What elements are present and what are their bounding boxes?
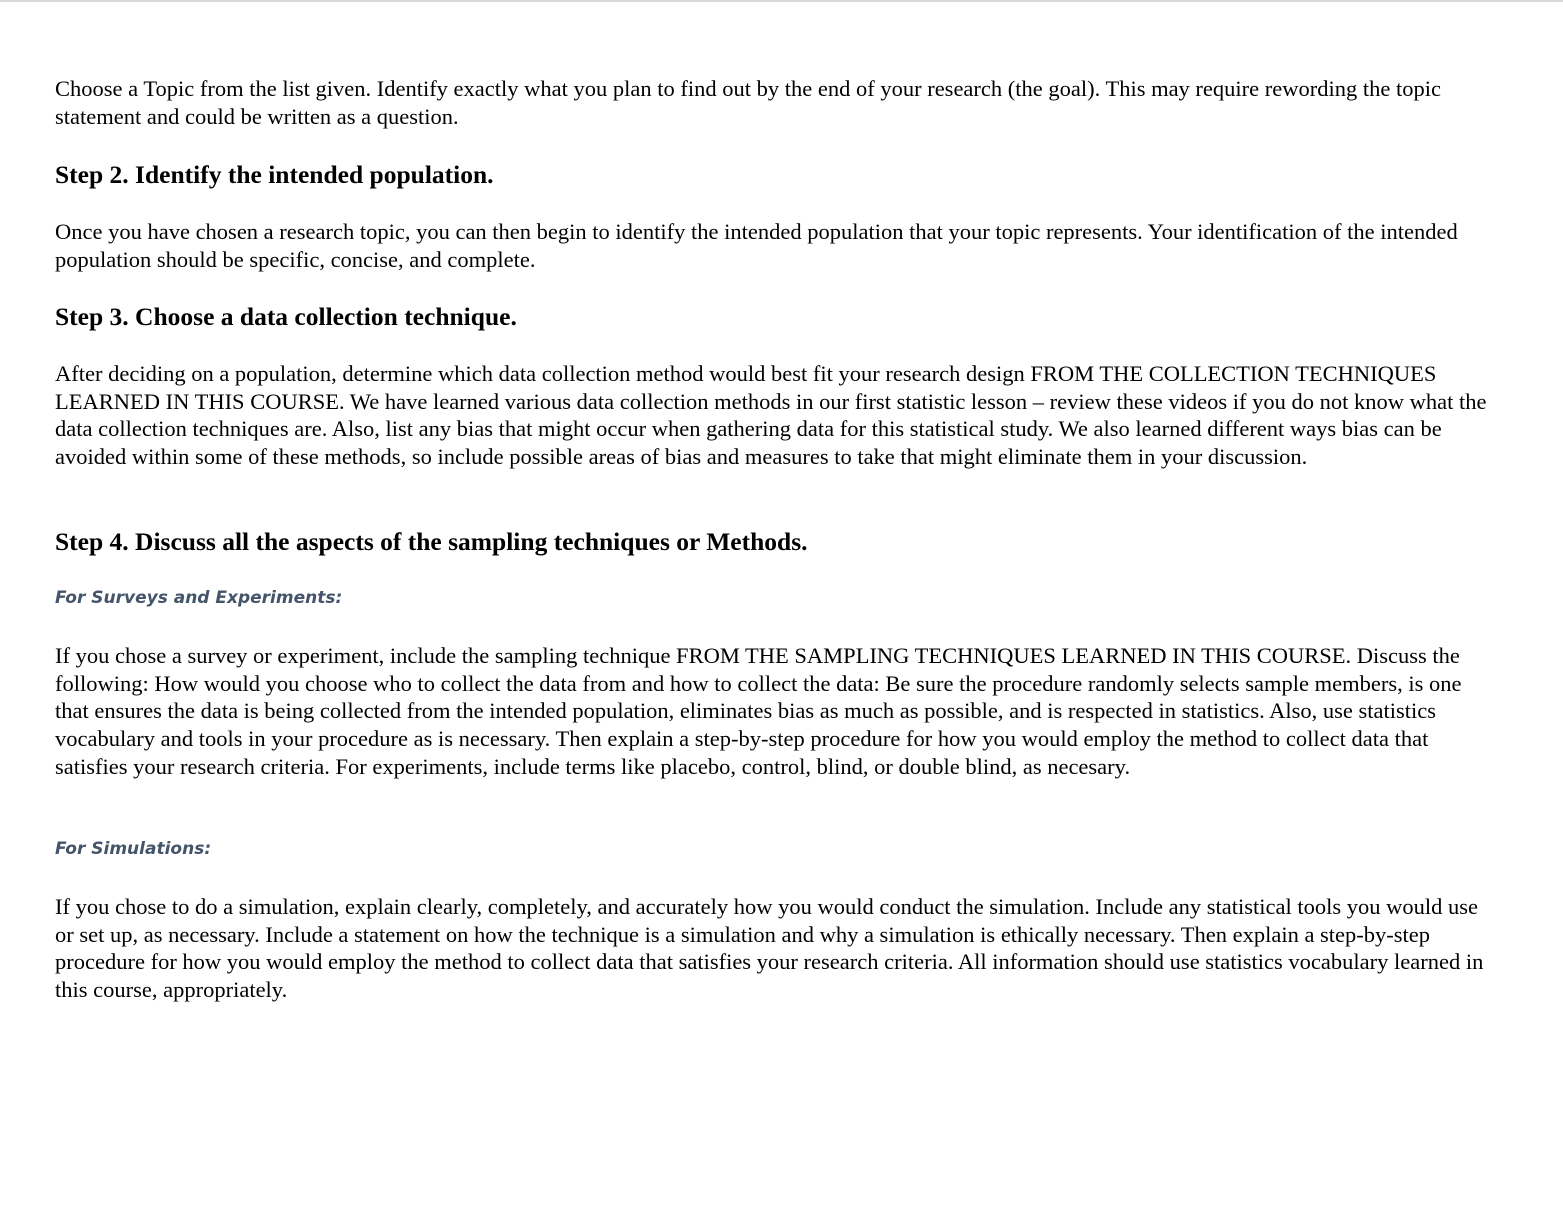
step-2-paragraph: Once you have chosen a research topic, you can then begin to identify the intended population that your topic represents. Your identification of the intended population should be specific, concise, and complete. bbox=[55, 219, 1458, 272]
step-3-heading: Step 3. Choose a data collection technique. bbox=[55, 302, 517, 331]
top-divider bbox=[0, 0, 1563, 2]
intro-paragraph: Choose a Topic from the list given. Identify exactly what you plan to find out by the end of your research (the goal). This may require rewording the topic statement and could be written as a question. bbox=[55, 76, 1441, 129]
step-3-paragraph: After deciding on a population, determine which data collection method would best fit your research design FROM THE COLLECTION TECHNIQUES LEARNED IN THIS COURSE. We have learned various data collection methods in our first statistic lesson – review these videos if you do not know what the data collection techniques are. Also, list any bias that might occur when gathering data for this statistical study. We also learned different ways bias can be avoided within some of these methods, so include possible areas of bias and measures to take that might eliminate them in your discussion. bbox=[55, 361, 1487, 470]
simulations-subheading: For Simulations: bbox=[55, 839, 212, 859]
step-2-heading: Step 2. Identify the intended population. bbox=[55, 160, 494, 189]
simulations-paragraph: If you chose to do a simulation, explain clearly, completely, and accurately how you would conduct the simulation. Include any statistical tools you would use or set up, as necessary. Include a statement on how the technique is a simulation and why a simulation is ethically necessary. Then explain a step-by-step procedure for how you would employ the method to collect data that satisfies your research criteria. All information should use statistics vocabulary learned in this course, appropriately. bbox=[55, 894, 1484, 1003]
step-4-heading: Step 4. Discuss all the aspects of the sampling techniques or Methods. bbox=[55, 527, 808, 556]
surveys-experiments-subheading: For Surveys and Experiments: bbox=[55, 588, 343, 608]
surveys-experiments-paragraph: If you chose a survey or experiment, include the sampling technique FROM THE SAMPLING TECHNIQUES LEARNED IN THIS COURSE. Discuss the following: How would you choose who to collect the data from and how to collect the data: Be sure the procedure randomly selects sample members, is one that ensures the data is being collected from the intended population, eliminates bias as much as possible, and is respected in statistics. Also, use statistics vocabulary and tools in your procedure as is necessary. Then explain a step-by-step procedure for how you would employ the method to collect data that satisfies your research criteria. For experiments, include terms like placebo, control, blind, or double blind, as necesary. bbox=[55, 643, 1462, 779]
